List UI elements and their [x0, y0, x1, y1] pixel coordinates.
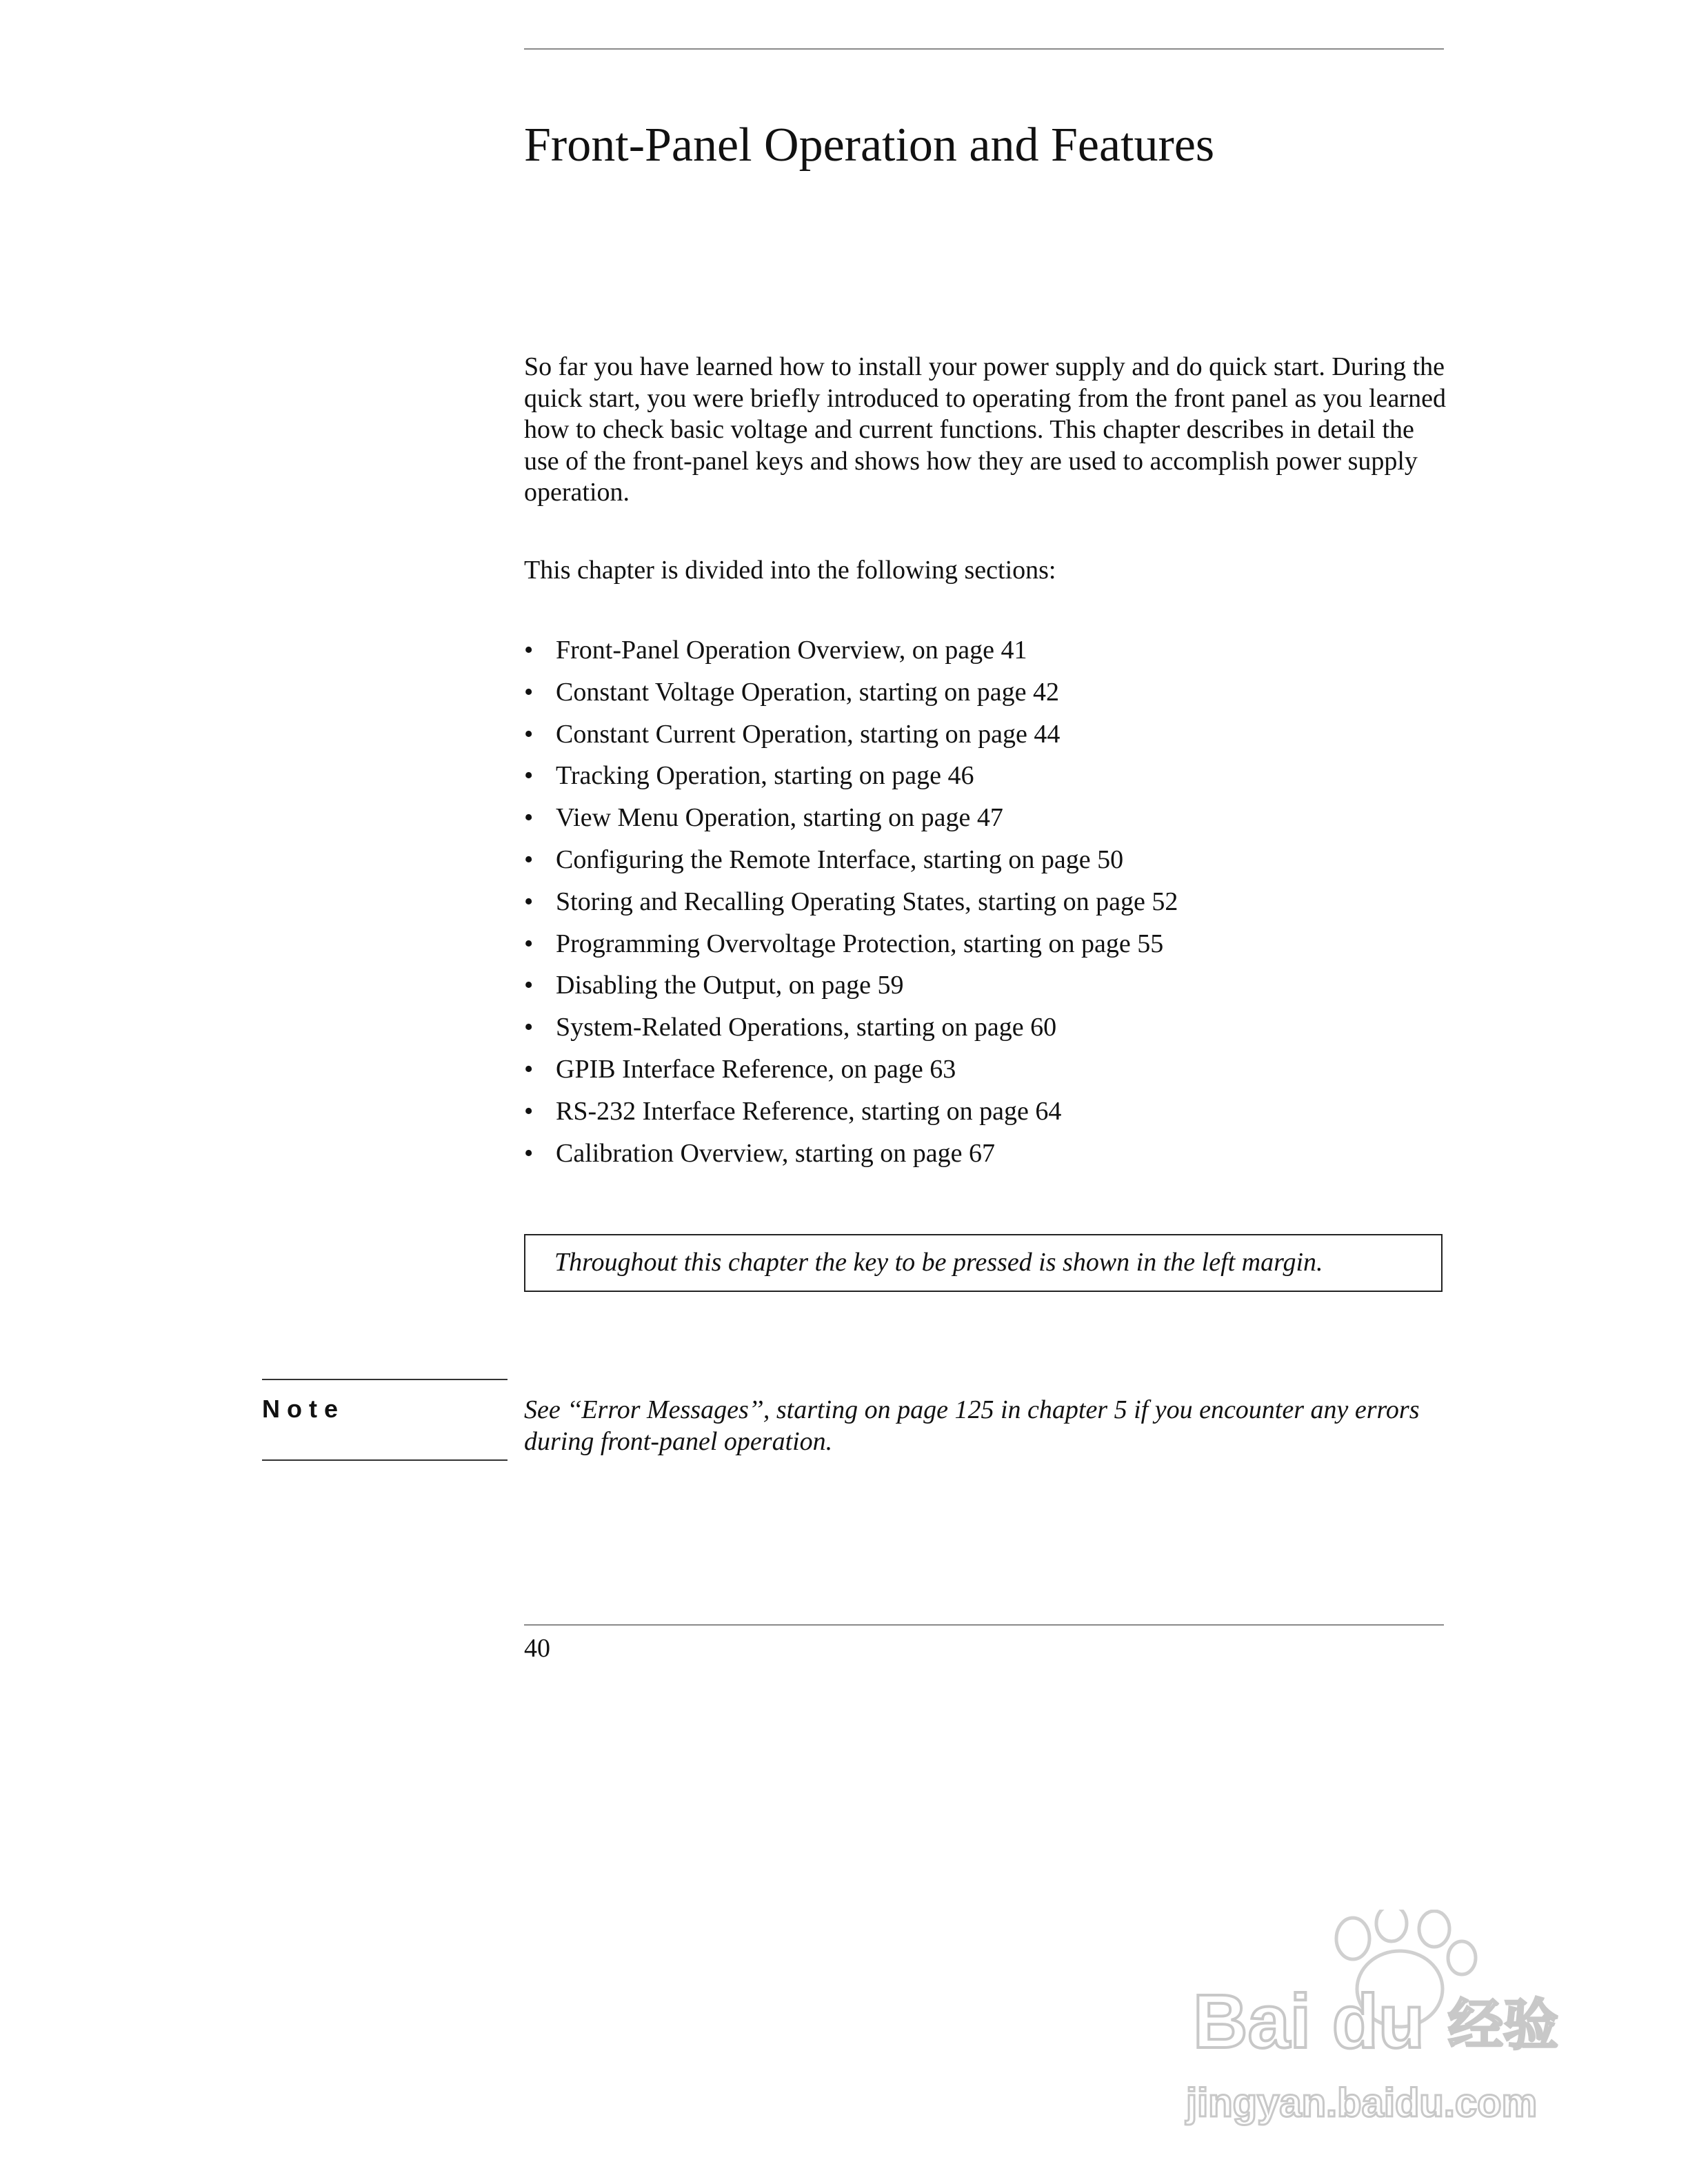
- bullet: •: [524, 1013, 534, 1042]
- list-item-text: Disabling the Output, on page 59: [556, 971, 904, 1000]
- note-text: See ‘‘Error Messages’’, starting on page 125 in chapter 5 if you encounter any errors during front-panel operation.: [524, 1395, 1420, 1456]
- list-item-text: Calibration Overview, starting on page 67: [556, 1138, 996, 1168]
- list-item-text: Programming Overvoltage Protection, starting on page 55: [556, 929, 1164, 958]
- watermark-suffix: 经验: [1448, 1993, 1558, 2057]
- baidu-jingyan-watermark: [1172, 1910, 1586, 2137]
- note-rule-bottom: [262, 1459, 508, 1461]
- bullet: •: [524, 845, 534, 874]
- list-item-text: View Menu Operation, starting on page 47: [556, 803, 1003, 833]
- list-item-text: RS-232 Interface Reference, starting on page 64: [556, 1096, 1062, 1126]
- list-item-text: Front-Panel Operation Overview, on page 41: [556, 636, 1027, 665]
- page-number: 40: [524, 1634, 550, 1663]
- bottom-rule: [524, 1624, 1444, 1626]
- bullet: •: [524, 887, 534, 916]
- bullet: •: [524, 971, 534, 1000]
- list-item-text: Configuring the Remote Interface, starting on page 50: [556, 845, 1124, 874]
- bullet: •: [524, 719, 534, 749]
- bullet: •: [524, 1138, 534, 1168]
- bullet: •: [524, 636, 534, 665]
- bullet: •: [524, 929, 534, 958]
- list-item-text: Storing and Recalling Operating States, starting on page 52: [556, 887, 1178, 916]
- intro-paragraph: So far you have learned how to install your power supply and do quick start. During the quick start, you were briefly introduced to operating from the front panel as you learned how to check basic voltage and current functions. This chapter describes in detail the use of the front-panel keys and shows how they are used to accomplish power supply operation.: [524, 352, 1446, 507]
- page-title: Front-Panel Operation and Features: [524, 119, 1215, 172]
- key-margin-callout: [524, 1234, 1443, 1292]
- list-item-text: Tracking Operation, starting on page 46: [556, 761, 974, 791]
- bullet: •: [524, 761, 534, 791]
- note-rule-top: [262, 1379, 508, 1380]
- watermark-brand: Bai du: [1193, 1979, 1425, 2064]
- bullet: •: [524, 803, 534, 833]
- bullet: •: [524, 1096, 534, 1126]
- sections-lead: This chapter is divided into the following sections:: [524, 556, 1056, 585]
- list-item-text: Constant Current Operation, starting on page 44: [556, 719, 1061, 749]
- note-label: Note: [262, 1395, 345, 1423]
- watermark-graphic: [1172, 1910, 1586, 2137]
- list-item-text: GPIB Interface Reference, on page 63: [556, 1054, 956, 1084]
- bullet: •: [524, 677, 534, 707]
- list-item-text: System-Related Operations, starting on page 60: [556, 1013, 1057, 1042]
- bullet: •: [524, 1054, 534, 1084]
- callout-text: Throughout this chapter the key to be pressed is shown in the left margin.: [554, 1248, 1323, 1277]
- list-item-text: Constant Voltage Operation, starting on page 42: [556, 677, 1059, 707]
- watermark-url: jingyan.baidu.com: [1186, 2081, 1538, 2125]
- top-rule: [524, 48, 1444, 50]
